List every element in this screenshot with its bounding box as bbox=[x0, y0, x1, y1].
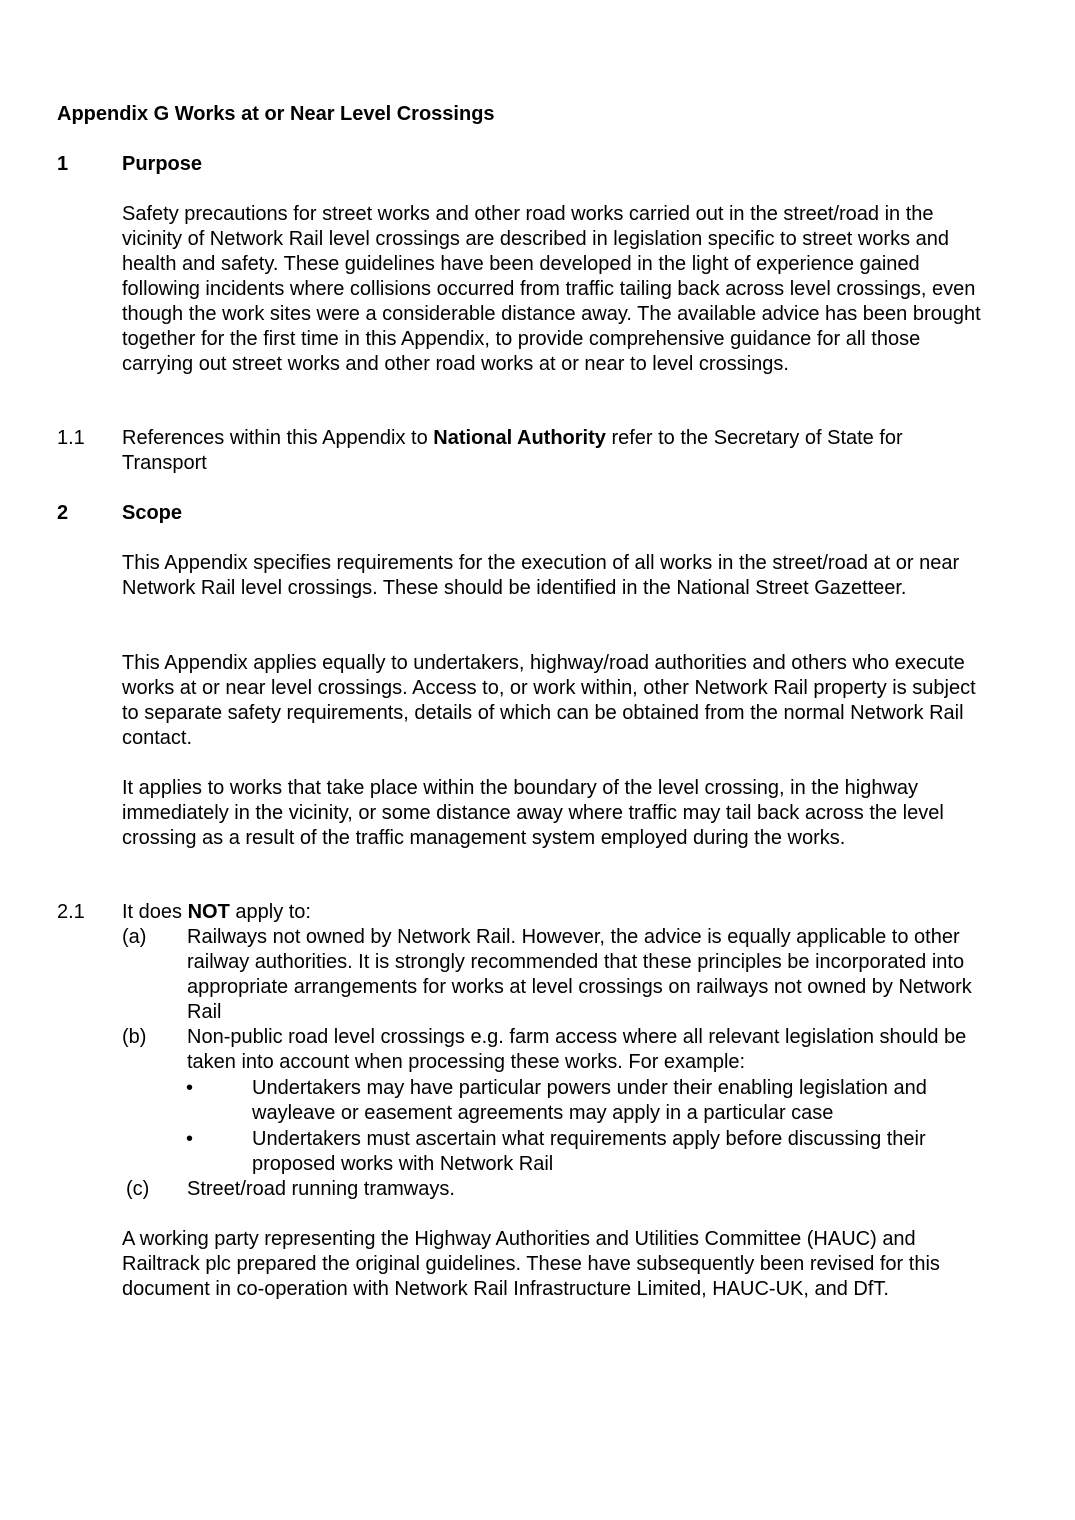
not-emphasis: NOT bbox=[187, 901, 230, 923]
list-item-b-text: Non-public road level crossings e.g. farm access where all relevant legislation should be taken into account when processing these works. For example: bbox=[187, 1026, 967, 1073]
section-2-paragraph-2: This Appendix applies equally to undertakers, highway/road authorities and others who execute works at or near level crossings. Access to, or work within, other Network Rail property is subject to separate safety requirements, details of which can be obtained from the normal Network Rail contact. bbox=[122, 652, 976, 749]
page-title: Appendix G Works at or Near Level Crossings bbox=[57, 103, 495, 125]
closing-paragraph: A working party representing the Highway Authorities and Utilities Committee (HAUC) and Railtrack plc prepared the original guidelines. These have subsequently been revised for this document in co-operation with Network Rail Infrastructure Limited, HAUC-UK, and DfT. bbox=[122, 1228, 940, 1300]
list-item-a-text: Railways not owned by Network Rail. However, the advice is equally applicable to other railway authorities. It is strongly recommended that these principles be incorporated into appropriate arrangements for works at level crossings on railways not owned by Network Rail bbox=[187, 926, 972, 1023]
section-1-heading: Purpose bbox=[122, 153, 203, 175]
list-item-c-text: Street/road running tramways. bbox=[187, 1178, 455, 1200]
bullet-2-text: Undertakers must ascertain what requirements apply before discussing their proposed works with Network Rail bbox=[252, 1128, 926, 1175]
section-1-number: 1 bbox=[57, 153, 69, 175]
list-item-b-label: (b) bbox=[122, 1026, 147, 1048]
bullet-1-text: Undertakers may have particular powers under their enabling legislation and wayleave or easement agreements may apply in a particular case bbox=[252, 1077, 927, 1124]
national-authority-term: National Authority bbox=[433, 427, 606, 449]
list-item-a-label: (a) bbox=[122, 926, 147, 948]
list-item-c-label: (c) bbox=[126, 1178, 150, 1200]
section-2-paragraph-3: It applies to works that take place within the boundary of the level crossing, in the highway immediately in the vicinity, or some distance away where traffic may tail back across the level crossing as a result of the traffic management system employed during the works. bbox=[122, 777, 944, 849]
section-1-paragraph: Safety precautions for street works and other road works carried out in the street/road in the vicinity of Network Rail level crossings are described in legislation specific to street works and health and safety. These guidelines have been developed in the light of experience gained following incidents where collisions occurred from traffic tailing back across level crossings, even though the work sites were a considerable distance away. The available advice has been brought together for the first time in this Appendix, to provide comprehensive guidance for all those carrying out street works and other road works at or near to level crossings. bbox=[122, 203, 981, 375]
bullet-2-icon: • bbox=[186, 1128, 194, 1150]
section-1-1-number: 1.1 bbox=[57, 427, 85, 449]
section-2-heading: Scope bbox=[122, 502, 183, 524]
section-2-paragraph-1: This Appendix specifies requirements for the execution of all works in the street/road at or near Network Rail level crossings. These should be identified in the National Street Gazetteer. bbox=[122, 552, 960, 599]
section-1-1-paragraph: References within this Appendix to National Authority refer to the Secretary of State for Transport bbox=[122, 427, 903, 474]
bullet-1-icon: • bbox=[186, 1077, 194, 1099]
section-2-number: 2 bbox=[57, 502, 69, 524]
section-2-1-number: 2.1 bbox=[57, 901, 85, 923]
section-2-1-intro: It does NOT apply to: bbox=[122, 901, 311, 923]
